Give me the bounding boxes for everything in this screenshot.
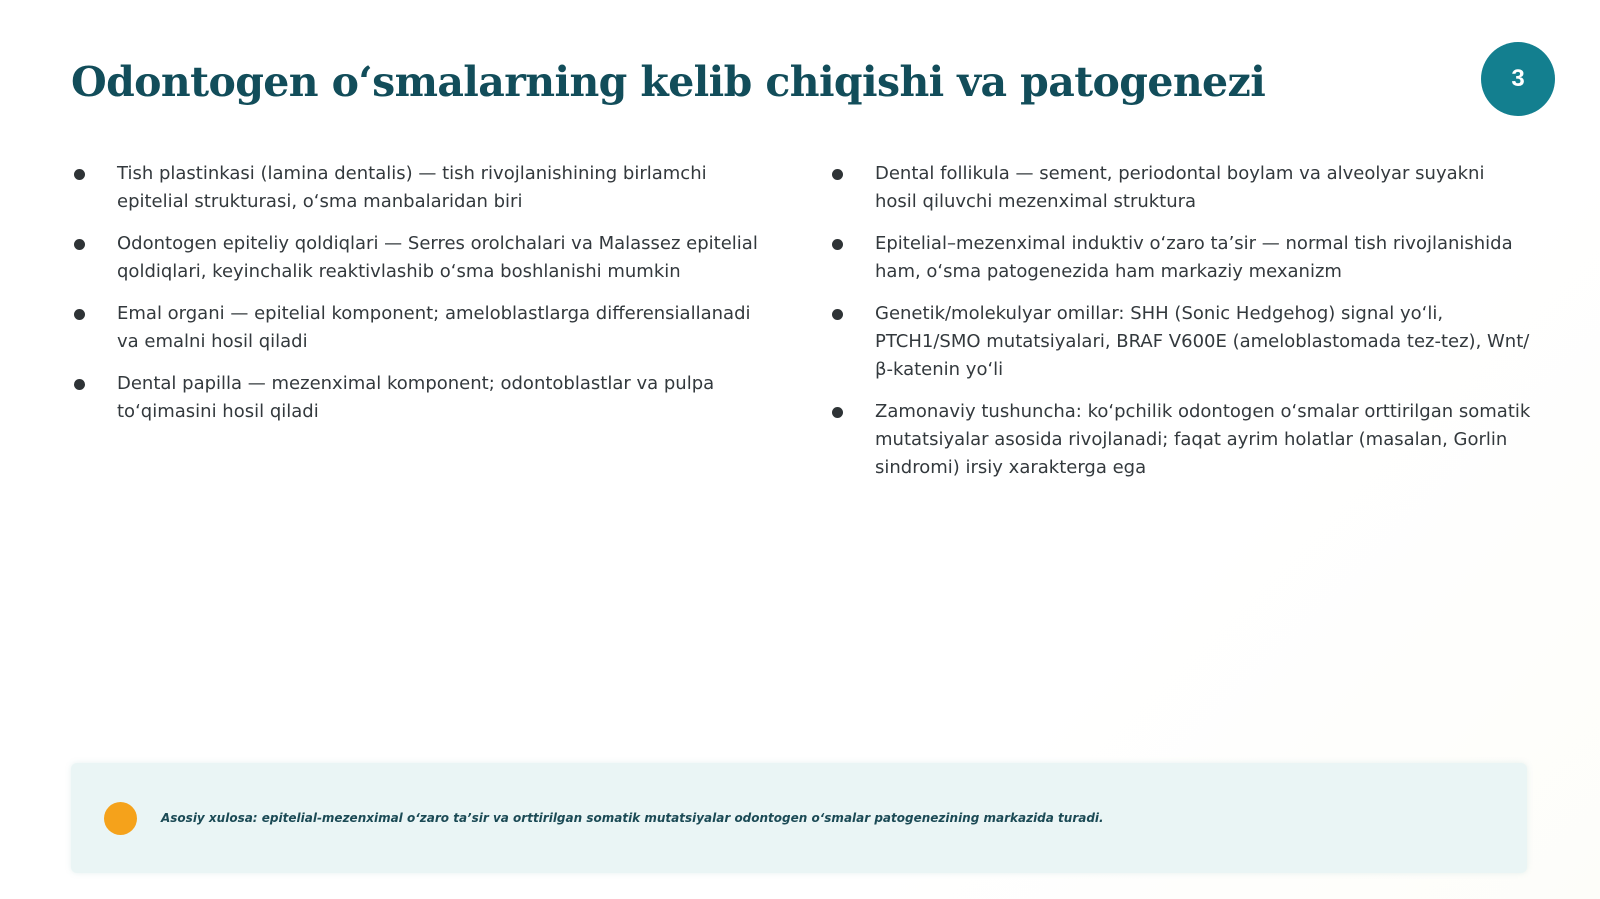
bullet-item <box>73 160 773 216</box>
bullet-item <box>831 160 1531 216</box>
bullet-item <box>831 398 1531 482</box>
slide-title: Odontogen o‘smalarning kelib chiqishi va patogenezi <box>71 58 1266 106</box>
bullet-item <box>831 230 1531 286</box>
bullet-dot-icon <box>832 169 843 180</box>
bullet-text: Epitelial–mezenximal induktiv o‘zaro ta’sir — normal tish rivojlanishida ham, o‘sma patogenezida ham markaziy mexanizm <box>875 233 1513 282</box>
bullet-dot-icon <box>832 407 843 418</box>
bullet-dot-icon <box>832 239 843 250</box>
left-bullet-list <box>73 160 773 440</box>
bullet-dot-icon <box>74 239 85 250</box>
bullet-text: Genetik/molekulyar omillar: SHH (Sonic Hedgehog) signal yo‘li, PTCH1/SMO mutatsiyalari, BRAF V600E (ameloblastomada tez-tez), Wnt/β-katenin yo‘li <box>875 303 1530 380</box>
page-number-badge: 3 <box>1481 42 1555 116</box>
bullet-item <box>73 300 773 356</box>
bullet-text: Dental follikula — sement, periodontal boylam va alveolyar suyakni hosil qiluvchi mezenximal struktura <box>875 163 1485 212</box>
bullet-dot-icon <box>74 309 85 320</box>
bullet-dot-icon <box>74 379 85 390</box>
bullet-item <box>831 300 1531 384</box>
right-bullet-list <box>831 160 1531 496</box>
callout-dot-icon <box>104 802 137 835</box>
bullet-text: Zamonaviy tushuncha: ko‘pchilik odontogen o‘smalar orttirilgan somatik mutatsiyalar asosida rivojlanadi; faqat ayrim holatlar (masalan, Gorlin sindromi) irsiy xarakterga ega <box>875 401 1531 478</box>
bullet-text: Emal organi — epitelial komponent; ameloblastlarga differensiallanadi va emalni hosil qiladi <box>117 303 751 352</box>
bullet-text: Odontogen epiteliy qoldiqlari — Serres orolchalari va Malassez epitelial qoldiqlari, keyinchalik reaktivlashib o‘sma boshlanishi mumkin <box>117 233 758 282</box>
callout-text: Asosiy xulosa: epitelial-mezenximal o‘zaro ta’sir va orttirilgan somatik mutatsiyalar odontogen o‘smalar patogenezining markazida turadi. <box>161 811 1104 825</box>
bullet-text: Dental papilla — mezenximal komponent; odontoblastlar va pulpa to‘qimasini hosil qiladi <box>117 373 715 422</box>
bullet-text: Tish plastinkasi (lamina dentalis) — tish rivojlanishining birlamchi epitelial strukturasi, o‘sma manbalaridan biri <box>117 163 707 212</box>
bullet-item <box>73 370 773 426</box>
bullet-dot-icon <box>74 169 85 180</box>
summary-callout <box>71 763 1527 873</box>
bullet-dot-icon <box>832 309 843 320</box>
bullet-item <box>73 230 773 286</box>
